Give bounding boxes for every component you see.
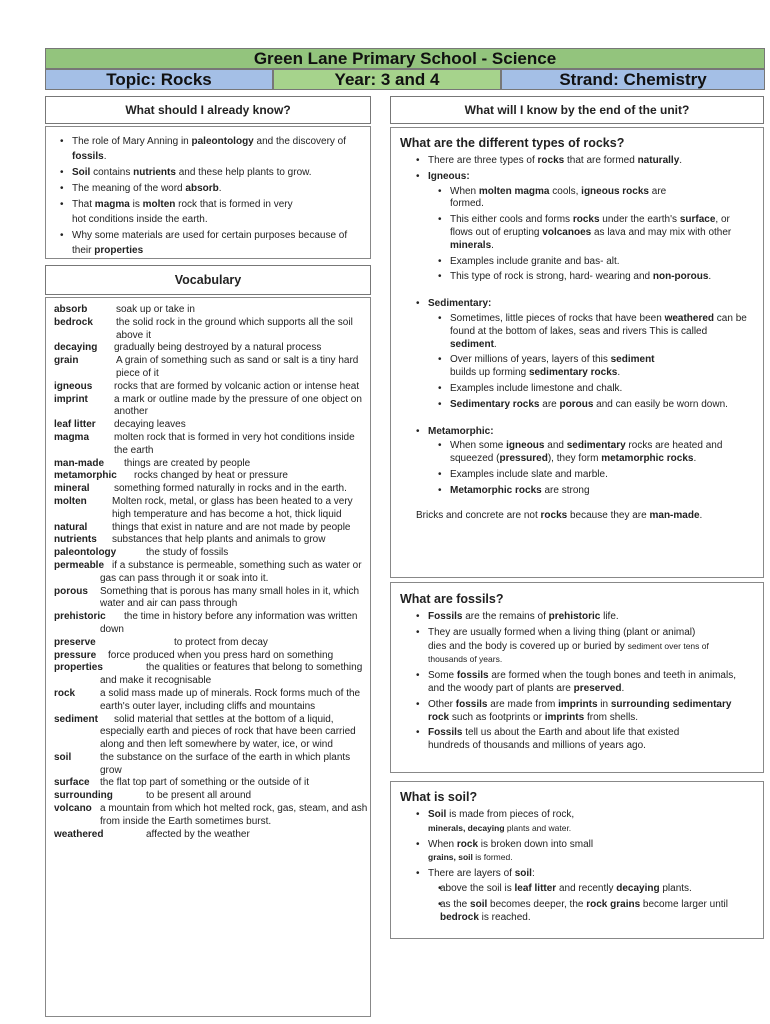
vocab-term: magma (54, 431, 90, 443)
vocab-entry (54, 650, 368, 663)
vocab-entry (54, 342, 368, 355)
vocab-term: pressure (54, 649, 97, 661)
vocab-definition: the qualities or features that belong to something and make it recognisable (100, 662, 363, 687)
vocab-entry (54, 803, 368, 829)
vocab-term: decaying (54, 342, 98, 354)
vocab-definition: Molten rock, metal, or glass has been heated to a very high temperature and has become a hot, thick liquid (112, 495, 353, 520)
fossil-item: • They are usually formed when a living thing (plant or animal) dies and the body is covered up or buried by sediment over tens of thousands of years. (414, 627, 753, 667)
fossil-item: • Fossils tell us about the Earth and about life that existed hundreds of thousands and millions of years ago. (414, 727, 753, 753)
vocab-entry (54, 586, 368, 612)
vocab-definition: rocks that are formed by volcanic action or intense heat (114, 380, 360, 392)
vocab-definition: the time in history before any information was written down (100, 611, 358, 635)
rock-types-footer: Bricks and concrete are not rocks because they are man-made. (416, 509, 703, 521)
igneous-item: • This type of rock is strong, hard- wearing and non-porous. (428, 271, 753, 284)
vocab-definition: things that exist in nature and are not made by people (112, 521, 351, 533)
vocab-definition: soak up or take in (116, 304, 195, 315)
metamorphic-item: • When some igneous and sedimentary rocks are heated and squeezed (pressured), they form metamorphic rocks. (428, 440, 753, 466)
fossil-item: • Other fossils are made from imprints in surrounding sedimentary rock such as footprints or imprints from shells. (414, 699, 753, 725)
end-of-unit-heading: What will I know by the end of the unit? (390, 96, 764, 124)
vocab-definition: something formed naturally in rocks and in the earth. (114, 483, 347, 495)
vocab-term: properties (54, 662, 103, 674)
vocab-term: mineral (54, 483, 90, 495)
vocab-term: natural (54, 521, 88, 533)
sedimentary-item: • Sedimentary rocks are porous and can easily be worn down. (428, 399, 753, 412)
vocab-term: nutrients (54, 534, 97, 546)
vocab-definition: to be present all around (146, 790, 252, 802)
metamorphic-item: • Metamorphic rocks are strong (428, 485, 753, 498)
vocab-entry (54, 829, 368, 842)
sedimentary-item: • Over millions of years, layers of this sediment builds up forming sedimentary rocks. (428, 354, 753, 380)
igneous-item: • When molten magma cools, igneous rocks are formed. (428, 186, 753, 212)
vocab-entry (54, 483, 368, 496)
prior-item: • The meaning of the word absorb. (58, 181, 360, 196)
vocab-term: sediment (54, 713, 98, 725)
vocab-term: leaf litter (54, 419, 96, 431)
igneous-item: • Examples include granite and bas- alt. (428, 256, 753, 269)
vocab-definition: gradually being destroyed by a natural process (114, 342, 322, 354)
soil-item: • Soil is made from pieces of rock, minerals, decaying plants and water. (414, 809, 753, 836)
prior-item: • That magma is molten rock that is formed in very hot conditions inside the earth. (58, 197, 360, 227)
soil-layer: • above the soil is leaf litter and recently decaying plants. (428, 883, 753, 896)
soil-title: What is soil? (400, 790, 478, 804)
school-title: Green Lane Primary School - Science (45, 48, 765, 69)
vocab-definition: solid material that settles at the bottom of a liquid, especially earth and pieces of rock that have been carried along and then left somewhere by water, ice, or wind (100, 713, 356, 751)
vocab-term: molten (54, 495, 87, 507)
vocab-definition: force produced when you press hard on something (108, 649, 334, 661)
sedimentary-item: • Examples include limestone and chalk. (428, 383, 753, 396)
vocab-term: soil (54, 751, 72, 763)
vocab-entry (54, 662, 368, 688)
vocab-term: surface (54, 777, 90, 789)
vocab-entry (54, 419, 368, 432)
soil-box (390, 781, 764, 939)
vocab-entry (54, 560, 368, 586)
igneous-item: • This either cools and forms rocks under the earth's surface, or flows out of erupting volcanoes as lava and may mix with other minerals. (428, 214, 753, 252)
vocab-definition: molten rock that is formed in very hot conditions inside the earth (114, 431, 355, 456)
vocab-definition: a mark or outline made by the pressure of one object on another (114, 393, 362, 418)
strand-label: Strand: Chemistry (501, 69, 765, 90)
vocab-entry (54, 637, 368, 650)
vocab-term: grain (54, 355, 79, 367)
vocab-definition: Something that is porous has many small holes in it, which water and air can pass through (100, 585, 360, 610)
vocab-entry (54, 458, 368, 471)
vocab-entry (54, 394, 368, 420)
vocab-definition: to protect from decay (174, 636, 268, 648)
vocab-definition: the substance on the surface of the earth in which plants grow (100, 751, 351, 776)
soil-item: • There are layers of soil: • above the soil is leaf litter and recently decaying plants. • as the soil becomes deeper, the rock grains become larger until bedrock is reached. (414, 868, 753, 924)
vocab-term: man-made (54, 457, 105, 469)
vocab-term: surrounding (54, 790, 113, 802)
vocab-term: igneous (54, 380, 93, 392)
vocabulary-list (54, 304, 368, 841)
vocab-term: permeable (54, 559, 105, 571)
vocab-term: prehistoric (54, 611, 106, 623)
metamorphic-item: • Examples include slate and marble. (428, 469, 753, 482)
vocab-definition: the solid rock in the ground which supports all the soil above it (116, 316, 353, 341)
vocab-definition: a solid mass made up of minerals. Rock forms much of the earth's outer layer, including cliffs and mountains (100, 687, 361, 712)
vocab-entry (54, 381, 368, 394)
prior-item: • Soil contains nutrients and these help plants to grow. (58, 165, 360, 180)
vocab-definition: the flat top part of something or the outside of it (100, 777, 310, 789)
sedimentary-item: • Sometimes, little pieces of rocks that have been weathered can be found at the bottom of lakes, seas and rivers This is called sediment. (428, 313, 753, 351)
fossils-title: What are fossils? (400, 592, 504, 606)
vocab-entry (54, 534, 368, 547)
vocab-entry (54, 470, 368, 483)
vocab-entry (54, 317, 368, 343)
vocab-definition: rocks changed by heat or pressure (134, 470, 288, 482)
vocab-entry (54, 777, 368, 790)
sedimentary-section: • Sedimentary: • Sometimes, little pieces of rocks that have been weathered can be found at the bottom of lakes, seas and rivers This is called sediment. • Over millions of years, layers of this sediment builds up forming sedimentary rocks. • Examples include limestone and chalk. • Sedimentary rocks are porous and can easily be worn down. (414, 298, 753, 411)
vocab-term: weathered (54, 828, 104, 840)
vocab-entry (54, 714, 368, 752)
vocab-definition: a mountain from which hot melted rock, gas, steam, and ash from inside the Earth sometimes burst. (100, 803, 368, 827)
igneous-section: • Igneous: • When molten magma cools, igneous rocks are formed. • This either cools and forms rocks under the earth's surface, or flows out of erupting volcanoes as lava and may mix with other minerals. • Examples include granite and bas- alt. • This type of rock is strong, hard- wearing and non-porous. (414, 171, 753, 284)
fossil-item: • Fossils are the remains of prehistoric life. (414, 611, 753, 624)
vocab-entry (54, 355, 368, 381)
vocab-definition: substances that help plants and animals to grow (112, 534, 326, 546)
vocab-definition: affected by the weather (146, 828, 250, 840)
vocab-entry (54, 304, 368, 317)
vocab-term: metamorphic (54, 470, 117, 482)
vocab-definition: decaying leaves (114, 419, 186, 431)
soil-layer: • as the soil becomes deeper, the rock grains become larger until bedrock is reached. (428, 899, 753, 925)
vocab-term: preserve (54, 636, 96, 648)
vocab-entry (54, 688, 368, 714)
vocab-term: volcano (54, 803, 92, 815)
vocab-entry (54, 432, 368, 458)
vocabulary-heading: Vocabulary (45, 265, 371, 295)
vocab-definition: if a substance is permeable, something such as water or gas can pass through it or soak into it. (100, 559, 362, 584)
vocab-definition: things are created by people (124, 457, 251, 469)
rock-types-intro: • There are three types of rocks that are formed naturally. (414, 155, 753, 168)
vocab-entry (54, 496, 368, 522)
fossils-box (390, 582, 764, 773)
vocab-term: bedrock (54, 316, 93, 328)
fossil-item: • Some fossils are formed when the tough bones and teeth in animals, and the woody part of plants are preserved. (414, 670, 753, 696)
prior-knowledge-box (45, 126, 371, 259)
prior-item: • Why some materials are used for certain purposes because of their properties (58, 228, 360, 258)
vocab-entry (54, 522, 368, 535)
vocab-entry (54, 547, 368, 560)
rock-types-box (390, 127, 764, 578)
vocab-term: imprint (54, 393, 88, 405)
topic-label: Topic: Rocks (45, 69, 273, 90)
prior-item: • The role of Mary Anning in paleontology and the discovery of fossils. (58, 134, 360, 164)
vocab-term: paleontology (54, 547, 117, 559)
vocab-term: porous (54, 585, 88, 597)
vocab-entry (54, 752, 368, 778)
vocab-term: rock (54, 687, 76, 699)
vocab-term: absorb (54, 304, 88, 315)
soil-item: • When rock is broken down into small grains, soil is formed. (414, 839, 753, 866)
prior-knowledge-heading: What should I already know? (45, 96, 371, 124)
metamorphic-section: • Metamorphic: • When some igneous and sedimentary rocks are heated and squeezed (pressured), they form metamorphic rocks. • Examples include slate and marble. • Metamorphic rocks are strong (414, 426, 753, 498)
vocab-entry (54, 790, 368, 803)
year-label: Year: 3 and 4 (273, 69, 501, 90)
vocab-entry (54, 611, 368, 637)
vocab-definition: A grain of something such as sand or salt is a tiny hard piece of it (116, 355, 359, 379)
rock-types-title: What are the different types of rocks? (400, 136, 625, 150)
vocab-definition: the study of fossils (146, 547, 229, 559)
